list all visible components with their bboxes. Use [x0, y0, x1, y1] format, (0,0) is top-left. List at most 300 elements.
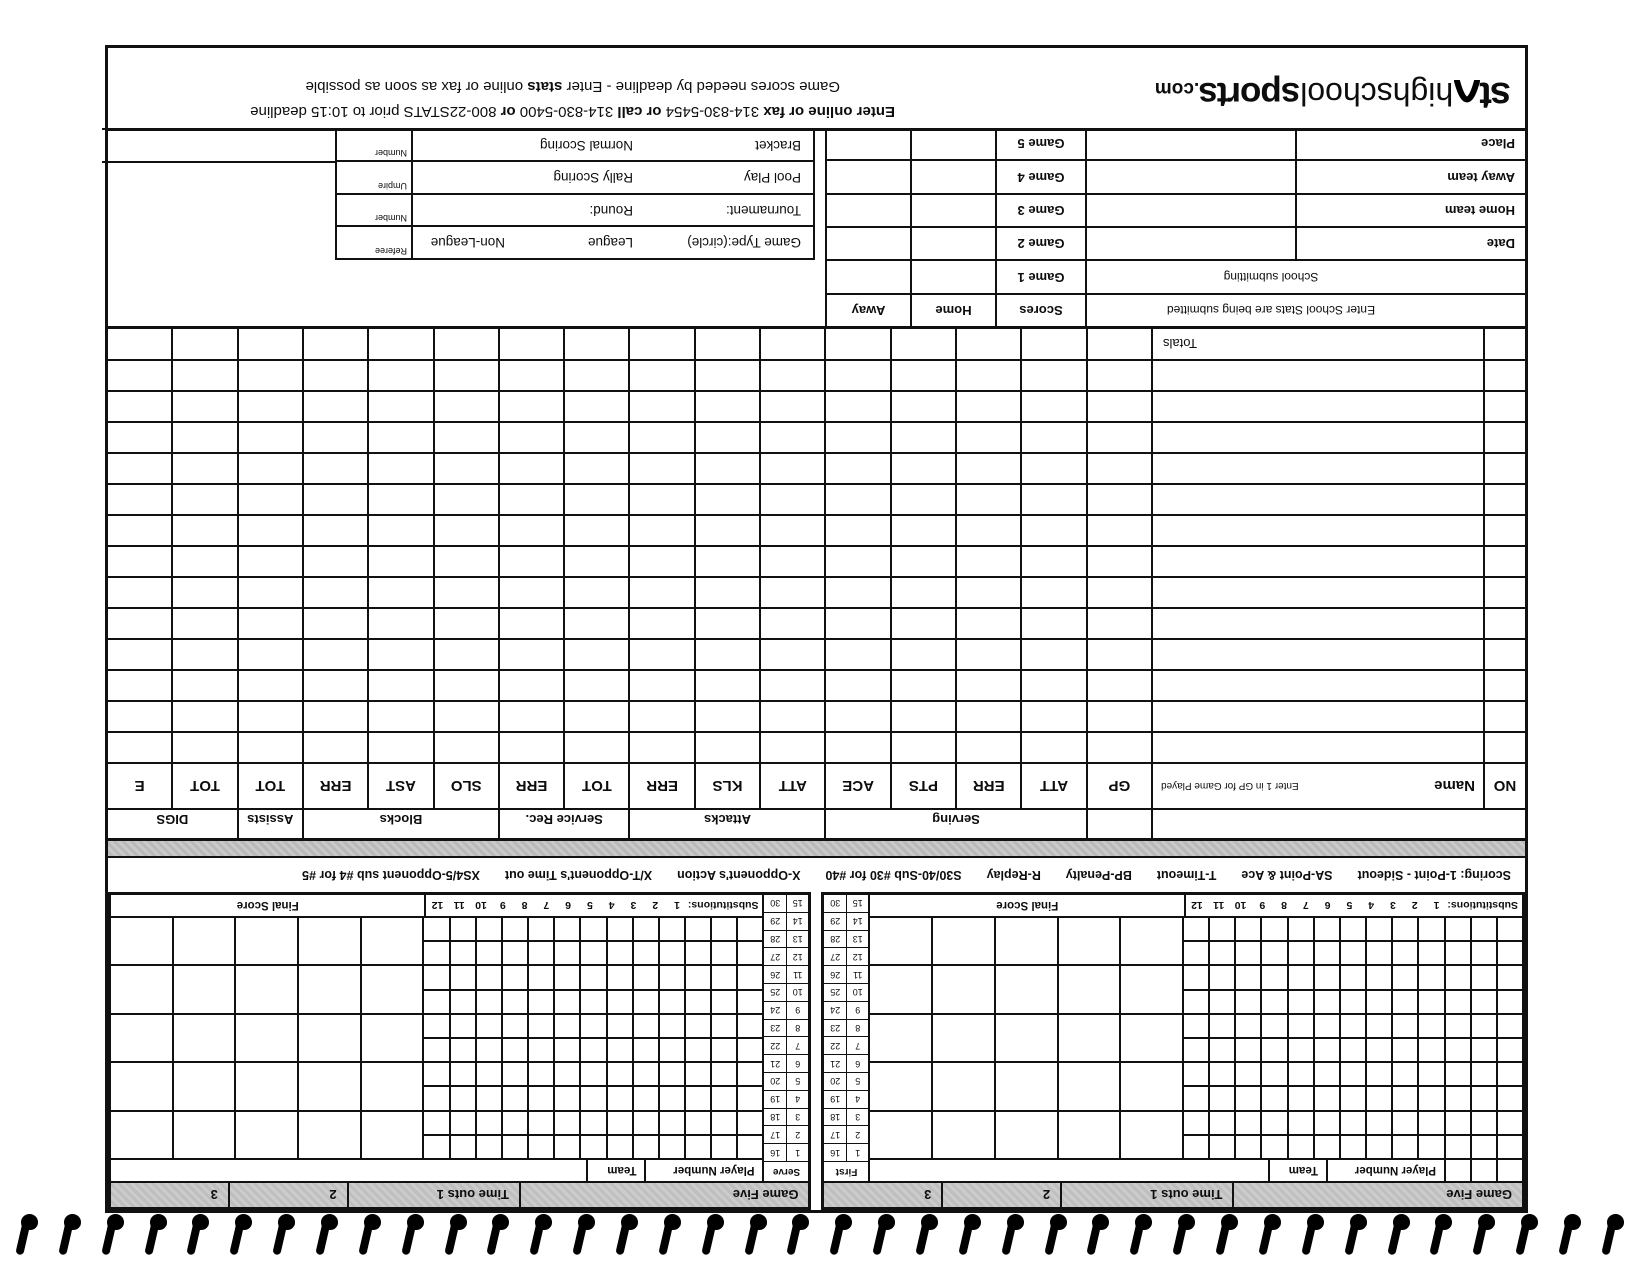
stat-cell [369, 578, 432, 607]
grid-cell [1289, 1063, 1313, 1085]
stat-cell [696, 702, 759, 731]
grid-cell [712, 991, 736, 1013]
substitutions-area [425, 895, 763, 916]
school-submitting-label: School submitting [1085, 261, 1525, 292]
place-label: Place [1295, 128, 1525, 159]
serve-score-high: 16 [765, 1144, 787, 1161]
grid-cell [425, 918, 449, 940]
grid-cell [660, 1136, 684, 1158]
stat-cell [369, 392, 432, 421]
grid-cell [1472, 1136, 1496, 1158]
divider-band [108, 838, 1525, 858]
grid-cell [529, 1136, 553, 1158]
substitution-number: 2 [652, 899, 659, 912]
grid-cell [1367, 966, 1391, 988]
stat-cell [173, 609, 236, 638]
stat-cell [957, 485, 1020, 514]
substitution-number: 11 [1213, 899, 1225, 912]
grid-cell [1367, 1136, 1391, 1158]
serve-score-high: 27 [765, 948, 787, 965]
substitution-number: 2 [1411, 899, 1418, 912]
serve-score-row [765, 1109, 809, 1126]
grid-cell [1367, 942, 1391, 964]
grid-cell [1498, 1136, 1522, 1158]
final-score-grid [111, 918, 423, 1158]
date-label: Date [1295, 228, 1525, 259]
game-1-label: Game 1 [995, 261, 1085, 292]
stat-cell [173, 516, 236, 545]
stat-cell [108, 454, 171, 483]
grid-cell [738, 1015, 762, 1037]
grid-cell [503, 1063, 527, 1085]
deadline-instructions-line [115, 78, 895, 95]
final-score-cell [362, 1063, 423, 1109]
grid-cell [634, 942, 658, 964]
grid-cell [555, 1039, 579, 1061]
totals-no-cell [1485, 329, 1525, 359]
stat-cell [696, 547, 759, 576]
binding-coil [487, 1211, 509, 1261]
stat-cell [761, 392, 824, 421]
grid-cell [712, 918, 736, 940]
stat-cell [369, 361, 432, 390]
stat-cell [761, 547, 824, 576]
serve-score-row [765, 895, 809, 912]
stat-cell [826, 423, 889, 452]
stat-column-header: PTS [892, 764, 955, 808]
substitution-number: 10 [1234, 899, 1247, 912]
stat-cell [1153, 578, 1483, 607]
grid-cell [608, 942, 632, 964]
grid-cell [1446, 1136, 1470, 1158]
stat-column-header: ERR [631, 764, 694, 808]
grid-cell [1498, 942, 1522, 964]
serve-score-low: 13 [847, 931, 869, 948]
final-score-cell [111, 1112, 172, 1158]
stat-cell [304, 485, 367, 514]
grid-cell [477, 1063, 501, 1085]
stat-column-header: ATT [1022, 764, 1085, 808]
substitution-number: 4 [608, 899, 615, 912]
grid-cell [451, 1015, 475, 1037]
grid-cell [1210, 942, 1234, 964]
game-type-label: Game Type:(circle) [687, 235, 801, 251]
binding-coil [916, 1211, 938, 1261]
grid-cell [608, 918, 632, 940]
stat-cell [500, 485, 563, 514]
stat-cell [1088, 702, 1151, 731]
stat-cell [957, 516, 1020, 545]
serve-score-high: 26 [825, 966, 847, 983]
grid-cell [1315, 1136, 1339, 1158]
substitution-number: 6 [565, 899, 572, 912]
final-score-cell [174, 1063, 235, 1109]
stat-cell [696, 423, 759, 452]
stat-cell [435, 609, 498, 638]
serve-score-row [765, 1091, 809, 1108]
stat-cell [239, 578, 302, 607]
grid-cell [555, 991, 579, 1013]
grid-cell [1184, 1063, 1208, 1085]
game-2-label: Game 2 [995, 228, 1085, 259]
grid-cell [1210, 1015, 1234, 1037]
grid-cell [1419, 966, 1443, 988]
grid-cell [608, 991, 632, 1013]
instruction-text: or call [617, 103, 662, 120]
stat-column-header: KLS [696, 764, 759, 808]
grid-cell [1184, 1112, 1208, 1134]
instruction-text: 314-830-5454 [661, 103, 764, 120]
grid-cell [1393, 991, 1417, 1013]
grid-cell [1315, 1087, 1339, 1109]
final-score-cell [996, 1063, 1057, 1109]
stat-cell [1022, 640, 1085, 669]
home-team-value-cell [1085, 195, 1295, 226]
stat-group-label: Service Rec. [500, 810, 629, 838]
stat-cell [304, 702, 367, 731]
grid-cell [1289, 918, 1313, 940]
school-info-table [825, 128, 1525, 326]
grid-cell [1446, 1112, 1470, 1134]
game-5-home-score-cell [910, 128, 995, 159]
grid-cell [1446, 1087, 1470, 1109]
stat-cell [435, 423, 498, 452]
grid-cell [660, 1087, 684, 1109]
final-score-cell [933, 966, 994, 1012]
binding-coil [230, 1211, 252, 1261]
serve-score-row [765, 948, 809, 965]
substitution-number: 9 [1259, 899, 1266, 912]
grid-cell [503, 942, 527, 964]
stat-cell [826, 516, 889, 545]
group-blank-gp [1088, 810, 1151, 838]
stat-cell [761, 733, 824, 762]
substitution-number: 5 [1346, 899, 1353, 912]
totals-cell [173, 329, 236, 359]
school-submitting-row [825, 259, 1525, 292]
grid-cell [1393, 1136, 1417, 1158]
away-team-label: Away team [1295, 161, 1525, 192]
serve-score-row [825, 913, 869, 930]
stat-cell [957, 361, 1020, 390]
bracket-row [337, 130, 813, 161]
binding-coil [1388, 1211, 1410, 1261]
grid-cell [1472, 1039, 1496, 1061]
grid-cell [1341, 1039, 1365, 1061]
grid-cell [1446, 1015, 1470, 1037]
stat-column-header: ERR [957, 764, 1020, 808]
grid-cell [1419, 1112, 1443, 1134]
stat-cell [239, 392, 302, 421]
stat-cell [631, 361, 694, 390]
totals-cell [1022, 329, 1085, 359]
stat-cell [304, 671, 367, 700]
stat-cell [565, 733, 628, 762]
grid-cell [1393, 966, 1417, 988]
grid-cell [477, 966, 501, 988]
game-3-away-score-cell [825, 195, 910, 226]
logo-highschool: highschool [1300, 76, 1454, 112]
serve-score-high: 25 [765, 984, 787, 1001]
logo-sports: sports [1199, 75, 1301, 114]
grid-cell [581, 1136, 605, 1158]
binding-coil [1045, 1211, 1067, 1261]
stat-cell [826, 578, 889, 607]
grid-cell [1315, 1112, 1339, 1134]
grid-cell [425, 1136, 449, 1158]
game-2-away-score-cell [825, 228, 910, 259]
stat-cell [500, 392, 563, 421]
stat-cell [631, 423, 694, 452]
stat-cell [1485, 733, 1525, 762]
stat-cell [500, 516, 563, 545]
first-serve-score-column [763, 895, 809, 1181]
non-league-option: Non-League [430, 235, 505, 251]
stat-cell [108, 702, 171, 731]
stat-cell [239, 423, 302, 452]
stat-cell [304, 392, 367, 421]
totals-label: Totals [1153, 329, 1483, 359]
serve-score-high: 28 [765, 931, 787, 948]
serve-score-low: 4 [787, 1091, 809, 1108]
final-score-cell [1059, 1112, 1120, 1158]
stat-cell [173, 578, 236, 607]
final-score-cell [111, 918, 172, 964]
stat-cell [1153, 392, 1483, 421]
game-five-bar [111, 1181, 809, 1207]
stat-cell [1485, 485, 1525, 514]
serve-score-low: 11 [787, 966, 809, 983]
serve-score-low: 9 [847, 1002, 869, 1019]
substitution-number: 1 [674, 899, 680, 912]
normal-scoring-label: Normal Scoring [539, 137, 633, 153]
final-score-cell [871, 1063, 932, 1109]
serve-score-row [765, 1126, 809, 1143]
stat-cell [1153, 423, 1483, 452]
grid-cell [1498, 1063, 1522, 1085]
serve-score-low: 7 [787, 1037, 809, 1054]
stat-cell [761, 671, 824, 700]
stlhighschoolsports-logo [1155, 73, 1511, 116]
binding-coil [145, 1211, 167, 1261]
place-row [825, 128, 1525, 159]
serve-score-low: 6 [847, 1055, 869, 1072]
binding-coil [59, 1211, 81, 1261]
home-team-row [825, 193, 1525, 226]
stat-cell [565, 485, 628, 514]
admin-section [108, 128, 1525, 326]
serve-score-high: 22 [825, 1037, 847, 1054]
binding-coil [1216, 1211, 1238, 1261]
grid-cell [1498, 966, 1522, 988]
stat-cell [957, 702, 1020, 731]
stat-cell [1088, 423, 1151, 452]
stat-cell [761, 578, 824, 607]
serve-score-row [825, 1091, 869, 1108]
final-score-cell [1059, 918, 1120, 964]
grid-cell [529, 918, 553, 940]
grid-cell [1498, 1039, 1522, 1061]
grid-cell [1315, 918, 1339, 940]
stat-cell [1153, 733, 1483, 762]
serve-score-low: 8 [787, 1020, 809, 1037]
stat-cell [435, 392, 498, 421]
totals-cell [239, 329, 302, 359]
grid-cell [738, 1063, 762, 1085]
grid-cell [529, 966, 553, 988]
grid-cell [686, 918, 710, 940]
stat-cell [1153, 516, 1483, 545]
stat-cell [565, 640, 628, 669]
first-serve-label: Serve [765, 1162, 809, 1181]
game-4-away-score-cell [825, 161, 910, 192]
game-5-label: Game 5 [995, 128, 1085, 159]
grid-cell [425, 942, 449, 964]
stat-cell [892, 547, 955, 576]
stat-cell [892, 733, 955, 762]
grid-cell [581, 1112, 605, 1134]
grid-cell [1315, 966, 1339, 988]
stat-group-label: Blocks [304, 810, 498, 838]
grid-cell [555, 918, 579, 940]
grid-header-row [871, 1158, 1523, 1181]
final-score-cell [996, 966, 1057, 1012]
stat-cell [565, 516, 628, 545]
grid-cell [1367, 918, 1391, 940]
game-3-label: Game 3 [995, 195, 1085, 226]
serve-score-low: 10 [787, 984, 809, 1001]
score-grids [111, 916, 763, 1158]
instructions [115, 78, 895, 120]
stat-cell [1153, 361, 1483, 390]
serve-score-row [765, 1073, 809, 1090]
serve-score-low: 11 [847, 966, 869, 983]
totals-cell [761, 329, 824, 359]
game-tracking-section [108, 892, 1525, 1210]
grid-cell [1393, 1112, 1417, 1134]
grid-cell [477, 1015, 501, 1037]
game-3-home-score-cell [910, 195, 995, 226]
grid-cell [1419, 1015, 1443, 1037]
grid-cell [555, 1015, 579, 1037]
grid-cell [1472, 1112, 1496, 1134]
scores-header: Scores [995, 295, 1085, 326]
stat-cell [565, 454, 628, 483]
stat-column-header: ACE [826, 764, 889, 808]
stat-cell [631, 671, 694, 700]
totals-cell [565, 329, 628, 359]
grid-cell [1236, 918, 1260, 940]
legend-segment: X/T-Opponent's Time out [504, 868, 653, 882]
grid-cell [581, 1015, 605, 1037]
grid-cell [660, 1112, 684, 1134]
grid-cell [634, 1087, 658, 1109]
stat-cell [108, 733, 171, 762]
grid-cell [1184, 918, 1208, 940]
grid-cell [1315, 1039, 1339, 1061]
stat-cell [1088, 609, 1151, 638]
grid-cell [1289, 1087, 1313, 1109]
stat-cell [435, 454, 498, 483]
grid-cell [451, 1039, 475, 1061]
serve-score-row [825, 1020, 869, 1037]
totals-cell [892, 329, 955, 359]
substitutions-row [871, 895, 1523, 916]
substitution-number: 10 [475, 899, 487, 912]
score-grids [871, 916, 1523, 1158]
grid-cell [529, 1039, 553, 1061]
stat-cell [435, 702, 498, 731]
stat-cell [696, 392, 759, 421]
binding-coil [616, 1211, 638, 1261]
stat-cell [239, 671, 302, 700]
serve-score-row [825, 1126, 869, 1143]
grid-cell [1236, 1087, 1260, 1109]
stat-cell [957, 640, 1020, 669]
serve-score-high: 25 [825, 984, 847, 1001]
grid-cell [1210, 991, 1234, 1013]
away-team-row [825, 159, 1525, 192]
grid-cell [1472, 918, 1496, 940]
grid-cell [634, 1112, 658, 1134]
stat-cell [108, 609, 171, 638]
stat-cell [304, 361, 367, 390]
grid-cell [1419, 1087, 1443, 1109]
serve-score-low: 6 [787, 1055, 809, 1072]
grid-cell [1446, 942, 1470, 964]
stat-cell [696, 516, 759, 545]
stat-cell [1022, 578, 1085, 607]
serve-score-high: 29 [825, 913, 847, 930]
stat-cell [1088, 733, 1151, 762]
binding-coil [787, 1211, 809, 1261]
grid-cell [686, 1112, 710, 1134]
stat-cell [826, 702, 889, 731]
stat-cell [565, 547, 628, 576]
serve-score-high: 18 [825, 1109, 847, 1126]
stat-cell [239, 702, 302, 731]
stat-cell [957, 547, 1020, 576]
grid-cell [1289, 1112, 1313, 1134]
grid-cell [712, 1039, 736, 1061]
score-grid-main [871, 895, 1523, 1181]
final-score-cell [236, 1112, 297, 1158]
binding-coil [1259, 1211, 1281, 1261]
timeout-box-3: 3 [924, 1187, 932, 1203]
referee-number-label: Number [337, 195, 413, 226]
binding-coil [1473, 1211, 1495, 1261]
stat-cell [1485, 578, 1525, 607]
grid-cell [1341, 1015, 1365, 1037]
stat-cell [1088, 578, 1151, 607]
team-name-blank [111, 1160, 587, 1181]
grid-cell [581, 918, 605, 940]
grid-cell [660, 1039, 684, 1061]
round-label: Round: [589, 202, 633, 218]
substitutions-label: Substitutions: [687, 899, 759, 912]
final-score-cell [362, 966, 423, 1012]
stat-cell [826, 640, 889, 669]
grid-cell [451, 966, 475, 988]
binding-coil [573, 1211, 595, 1261]
grid-cell [425, 966, 449, 988]
grid-cell [1498, 1087, 1522, 1109]
stat-cell [1153, 454, 1483, 483]
logo-com: .com [1154, 78, 1200, 99]
serve-score-high: 20 [765, 1073, 787, 1090]
grid-cell [477, 1112, 501, 1134]
team-name-blank [871, 1160, 1269, 1181]
